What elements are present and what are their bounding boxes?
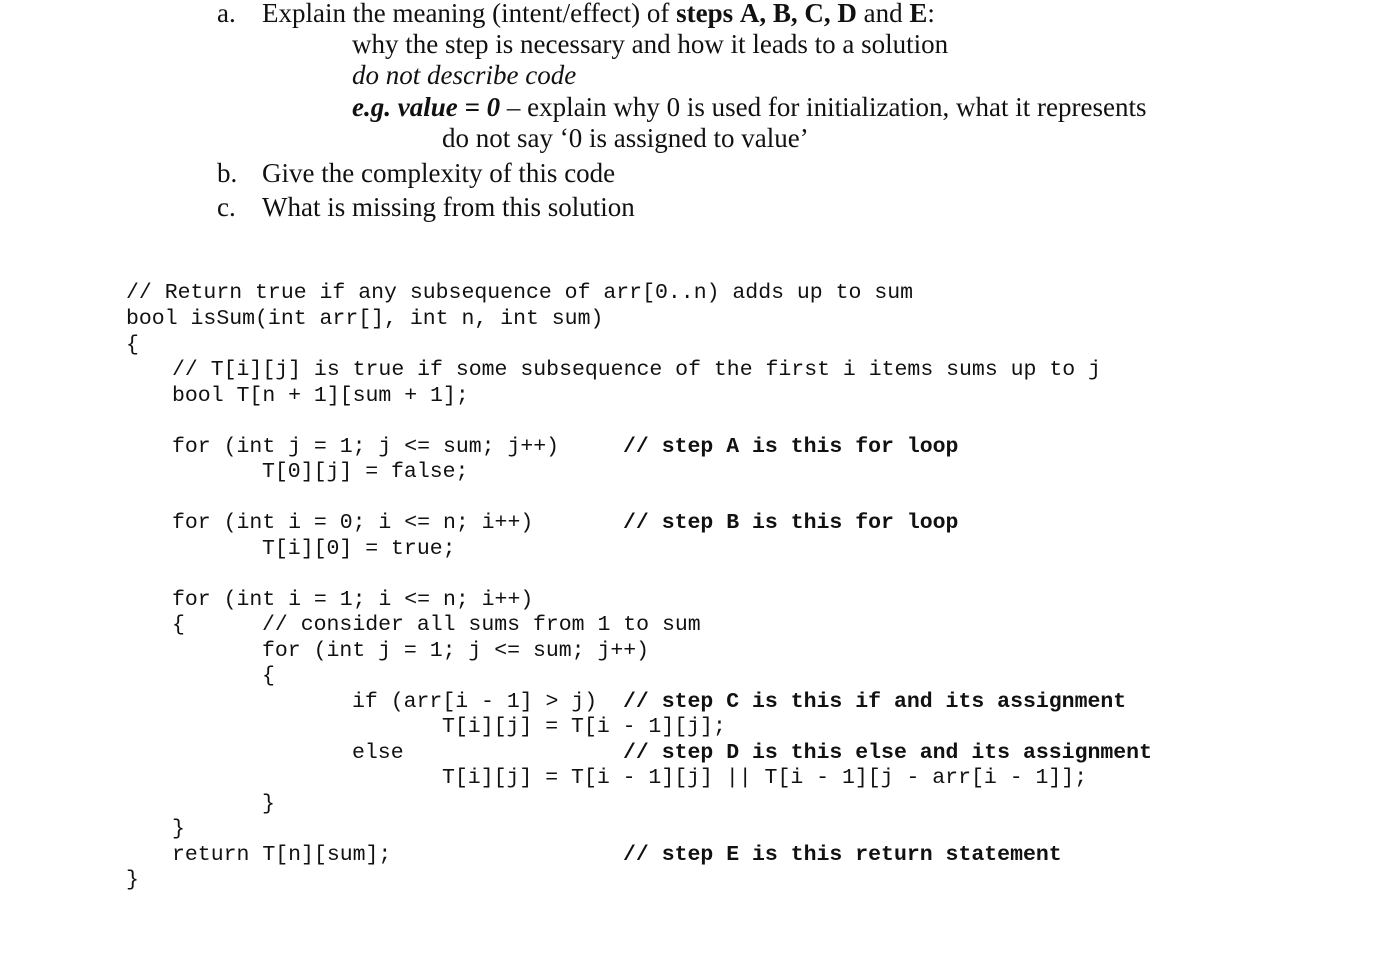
code-line-inner-brace: {: [262, 664, 275, 688]
code-line-sums-comment: // consider all sums from 1 to sum: [262, 613, 701, 637]
code-line-else: else: [352, 741, 404, 765]
step-e-comment: // step E is this return statement: [623, 843, 1062, 867]
question-a-marker: a.: [217, 0, 236, 28]
step-d-comment: // step D is this else and its assignment: [623, 741, 1152, 765]
code-line-outer-loop: for (int i = 1; i <= n; i++): [172, 588, 534, 612]
code-line-outer-close: }: [172, 817, 185, 841]
question-c-text: What is missing from this solution: [262, 192, 635, 222]
step-a-comment: // step A is this for loop: [623, 435, 959, 459]
question-a-eg-rest: – explain why 0 is used for initialization, what it represents: [500, 92, 1147, 122]
question-b-text: Give the complexity of this code: [262, 158, 616, 188]
code-line-close-brace: }: [126, 868, 139, 892]
code-line-signature: bool isSum(int arr[], int n, int sum): [126, 307, 604, 331]
code-line-open-brace: {: [126, 333, 139, 357]
code-line-outer-brace: {: [172, 613, 185, 637]
code-line-return: return T[n][sum];: [172, 843, 392, 867]
question-a-intro: Explain the meaning (intent/effect) of: [262, 0, 677, 28]
code-line-table-comment: // T[i][j] is true if some subsequence of the first i items sums up to j: [172, 358, 1101, 382]
code-line-loop-a: for (int j = 1; j <= sum; j++): [172, 435, 560, 459]
question-a-sub2: do not describe code: [352, 60, 577, 90]
code-line-inner-close: }: [262, 792, 275, 816]
code-line-assign-b: T[i][0] = true;: [262, 537, 456, 561]
code-line-inner-loop: for (int j = 1; j <= sum; j++): [262, 639, 650, 663]
code-line-if: if (arr[i - 1] > j): [352, 690, 598, 714]
question-c-marker: c.: [217, 192, 236, 222]
step-b-comment: // step B is this for loop: [623, 511, 959, 535]
question-a-steps-word: steps: [676, 0, 734, 28]
question-b-marker: b.: [217, 158, 238, 188]
question-a-and: and: [856, 0, 910, 28]
code-line-assign-a: T[0][j] = false;: [262, 460, 469, 484]
question-a-text: [262, 0, 935, 27]
code-line-comment-header: // Return true if any subsequence of arr[0..n) adds up to sum: [126, 281, 914, 305]
question-a-colon: :: [927, 0, 935, 28]
question-a-sub4: do not say ‘0 is assigned to value’: [442, 123, 809, 153]
step-c-comment: // step C is this if and its assignment: [623, 690, 1127, 714]
code-line-table-decl: bool T[n + 1][sum + 1];: [172, 384, 469, 408]
question-a-sub3: [352, 94, 1146, 121]
question-a-step-letters: A, B, C, D: [739, 0, 857, 28]
question-a-sub1: why the step is necessary and how it leads to a solution: [352, 29, 949, 59]
code-line-assign-d: T[i][j] = T[i - 1][j] || T[i - 1][j - arr[i - 1]];: [442, 766, 1088, 790]
question-a-eg-prefix: e.g. value = 0: [352, 92, 501, 122]
code-line-loop-b: for (int i = 0; i <= n; i++): [172, 511, 534, 535]
question-a-last-letter: E: [909, 0, 928, 28]
code-line-assign-c: T[i][j] = T[i - 1][j];: [442, 715, 726, 739]
